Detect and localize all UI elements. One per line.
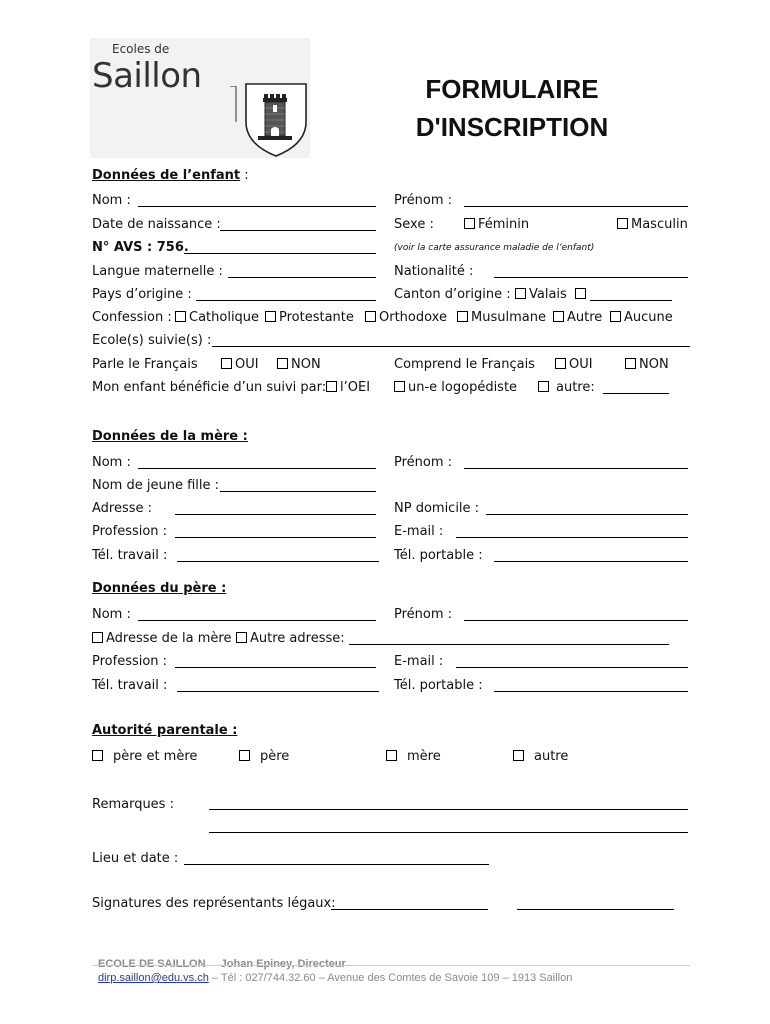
musulmane-label: Musulmane xyxy=(471,310,546,325)
aucune-checkbox[interactable] xyxy=(610,311,621,322)
valais-label: Valais xyxy=(529,287,567,302)
parle-oui-checkbox[interactable] xyxy=(221,358,232,369)
mother-jeune-fille-label: Nom de jeune fille : xyxy=(92,478,219,493)
aucune-label: Aucune xyxy=(624,310,673,325)
father-profession-label: Profession : xyxy=(92,654,168,669)
child-avs-field[interactable] xyxy=(184,253,376,254)
mother-profession-label: Profession : xyxy=(92,524,168,539)
confession-label: Confession : xyxy=(92,310,172,325)
autorite-mere-checkbox[interactable] xyxy=(386,750,397,761)
father-prenom-field[interactable] xyxy=(464,620,688,621)
father-tel-portable-field[interactable] xyxy=(494,691,688,692)
mother-prenom-label: Prénom : xyxy=(394,455,453,470)
school-logo xyxy=(90,38,310,158)
mother-tel-portable-label: Tél. portable : xyxy=(394,548,483,563)
masculin-checkbox[interactable] xyxy=(617,218,628,229)
father-nom-label: Nom : xyxy=(92,607,131,622)
oei-option[interactable] xyxy=(326,380,370,396)
mother-adresse-label: Adresse : xyxy=(92,501,153,516)
father-autre-adresse-option[interactable] xyxy=(236,631,345,647)
autorite-pere-option[interactable] xyxy=(239,749,289,765)
child-nom-field[interactable] xyxy=(138,206,376,207)
child-nationalite-field[interactable] xyxy=(494,277,688,278)
father-prenom-label: Prénom : xyxy=(394,607,453,622)
mother-np-label: NP domicile : xyxy=(394,501,480,516)
father-autre-adresse-checkbox[interactable] xyxy=(236,632,247,643)
mother-nom-label: Nom : xyxy=(92,455,131,470)
feminin-option[interactable] xyxy=(464,217,529,233)
parle-non-checkbox[interactable] xyxy=(277,358,288,369)
valais-checkbox[interactable] xyxy=(515,288,526,299)
comprend-oui-option[interactable] xyxy=(555,357,593,373)
footer-info-text: – Tél : 027/744.32.60 – Avenue des Comtes de Savoie 109 – 1913 Saillon xyxy=(208,972,573,984)
father-nom-field[interactable] xyxy=(138,620,376,621)
mother-nom-field[interactable] xyxy=(138,468,376,469)
musulmane-option[interactable] xyxy=(457,310,546,326)
child-avs-label: N° AVS : 756. xyxy=(92,240,189,255)
lieu-date-label: Lieu et date : xyxy=(92,851,179,866)
logopediste-checkbox[interactable] xyxy=(394,381,405,392)
ecoles-field[interactable] xyxy=(212,346,690,347)
lieu-date-field[interactable] xyxy=(184,864,489,865)
musulmane-checkbox[interactable] xyxy=(457,311,468,322)
logo-subtitle: Ecoles de xyxy=(112,42,170,56)
remarques-field-line1[interactable] xyxy=(209,809,688,810)
mother-adresse-field[interactable] xyxy=(175,514,376,515)
autre-suivi-checkbox[interactable] xyxy=(538,381,549,392)
autorite-pere-mere-checkbox[interactable] xyxy=(92,750,103,761)
father-section-title: Données du père : xyxy=(92,581,227,596)
father-adresse-mere-label: Adresse de la mère xyxy=(106,631,232,646)
avs-note: (voir la carte assurance maladie de l’enfant) xyxy=(394,243,595,253)
mother-section-title: Données de la mère : xyxy=(92,429,248,444)
child-prenom-field[interactable] xyxy=(464,206,688,207)
autorite-autre-label: autre xyxy=(534,749,569,764)
footer-email-link[interactable]: dirp.saillon@edu.vs.ch xyxy=(98,972,209,984)
child-pays-label: Pays d’origine : xyxy=(92,287,192,302)
form-title-line1: FORMULAIRE xyxy=(425,74,599,104)
autorite-section-title: Autorité parentale : xyxy=(92,723,238,738)
footer-contact xyxy=(98,972,572,984)
catholique-label: Catholique xyxy=(189,310,260,325)
child-pays-field[interactable] xyxy=(196,300,376,301)
autre-suivi-label: autre: xyxy=(556,380,595,395)
child-langue-label: Langue maternelle : xyxy=(92,264,223,279)
father-tel-travail-label: Tél. travail : xyxy=(92,678,168,693)
father-tel-travail-field[interactable] xyxy=(177,691,379,692)
autorite-pere-label: père xyxy=(260,749,290,764)
orthodoxe-option[interactable] xyxy=(365,310,447,326)
ecoles-label: Ecole(s) suivie(s) : xyxy=(92,333,212,348)
canton-other-checkbox[interactable] xyxy=(575,288,586,299)
aucune-option[interactable] xyxy=(610,310,673,326)
orthodoxe-checkbox[interactable] xyxy=(365,311,376,322)
autorite-mere-option[interactable] xyxy=(386,749,441,765)
autre-confession-option[interactable] xyxy=(553,310,602,326)
signatures-label: Signatures des représentants légaux: xyxy=(92,896,336,911)
comprend-non-option[interactable] xyxy=(625,357,669,373)
valais-option[interactable] xyxy=(515,287,567,303)
child-sexe-label: Sexe : xyxy=(394,217,434,232)
child-nom-label: Nom : xyxy=(92,193,131,208)
father-adresse-mere-option[interactable] xyxy=(92,631,231,647)
parle-label: Parle le Français xyxy=(92,357,198,372)
autorite-pere-mere-label: père et mère xyxy=(113,749,198,764)
feminin-checkbox[interactable] xyxy=(464,218,475,229)
oei-checkbox[interactable] xyxy=(326,381,337,392)
father-email-field[interactable] xyxy=(456,667,688,668)
orthodoxe-label: Orthodoxe xyxy=(379,310,447,325)
autorite-pere-mere-option[interactable] xyxy=(92,749,197,765)
child-section-colon: : xyxy=(240,168,249,183)
father-autre-adresse-field[interactable] xyxy=(349,644,669,645)
mother-email-field[interactable] xyxy=(456,537,688,538)
footer-title xyxy=(98,952,346,971)
autorite-autre-checkbox[interactable] xyxy=(513,750,524,761)
protestante-checkbox[interactable] xyxy=(265,311,276,322)
autorite-mere-label: mère xyxy=(407,749,441,764)
comprend-oui-checkbox[interactable] xyxy=(555,358,566,369)
footer-director: Johan Epiney, Directeur xyxy=(220,958,346,970)
father-adresse-mere-checkbox[interactable] xyxy=(92,632,103,643)
child-section-header xyxy=(92,168,249,184)
comprend-oui-label: OUI xyxy=(569,357,593,372)
child-birthdate-label: Date de naissance : xyxy=(92,217,221,232)
protestante-option[interactable] xyxy=(265,310,354,326)
canton-other-field[interactable] xyxy=(590,300,672,301)
father-autre-adresse-label: Autre adresse: xyxy=(250,631,345,646)
feminin-label: Féminin xyxy=(478,217,530,232)
catholique-checkbox[interactable] xyxy=(175,311,186,322)
footer-divider xyxy=(92,965,690,966)
oei-label: l’OEI xyxy=(340,380,371,395)
autre-confession-label: Autre xyxy=(567,310,603,325)
mother-np-field[interactable] xyxy=(486,514,688,515)
tower-shield-icon xyxy=(242,82,310,158)
mother-prenom-field[interactable] xyxy=(464,468,688,469)
autorite-pere-checkbox[interactable] xyxy=(239,750,250,761)
logopediste-label: un-e logopédiste xyxy=(408,380,518,395)
parle-oui-option[interactable] xyxy=(221,357,259,373)
protestante-label: Protestante xyxy=(279,310,354,325)
child-birthdate-field[interactable] xyxy=(220,230,376,231)
mother-tel-travail-label: Tél. travail : xyxy=(92,548,168,563)
father-profession-field[interactable] xyxy=(175,667,376,668)
logo-title: Saillon xyxy=(92,56,202,96)
parle-oui-label: OUI xyxy=(235,357,259,372)
autre-confession-checkbox[interactable] xyxy=(553,311,564,322)
child-langue-field[interactable] xyxy=(228,277,376,278)
father-tel-portable-label: Tél. portable : xyxy=(394,678,483,693)
autre-suivi-option[interactable] xyxy=(538,380,595,396)
autre-suivi-field[interactable] xyxy=(603,393,669,394)
catholique-option[interactable] xyxy=(175,310,259,326)
mother-jeune-fille-field[interactable] xyxy=(220,491,376,492)
child-nationalite-label: Nationalité : xyxy=(394,264,474,279)
signature-field-1[interactable] xyxy=(331,909,488,910)
comprend-non-checkbox[interactable] xyxy=(625,358,636,369)
remarques-field-line2[interactable] xyxy=(209,832,688,833)
footer-school: ECOLE DE SAILLON xyxy=(98,958,206,970)
parle-non-label: NON xyxy=(291,357,321,372)
comprend-non-label: NON xyxy=(639,357,669,372)
parle-non-option[interactable] xyxy=(277,357,321,373)
father-email-label: E-mail : xyxy=(394,654,444,669)
logopediste-option[interactable] xyxy=(394,380,517,396)
child-section-title: Données de l’enfant xyxy=(92,168,241,183)
masculin-label: Masculin xyxy=(631,217,688,232)
child-prenom-label: Prénom : xyxy=(394,193,453,208)
suivi-label: Mon enfant bénéficie d’un suivi par: xyxy=(92,380,327,395)
logo-bracket xyxy=(230,86,240,126)
mother-tel-travail-field[interactable] xyxy=(177,561,379,562)
form-title-line2: D'INSCRIPTION xyxy=(415,112,609,142)
mother-tel-portable-field[interactable] xyxy=(494,561,688,562)
child-canton-label: Canton d’origine : xyxy=(394,287,511,302)
canton-other-option[interactable] xyxy=(575,287,589,303)
mother-profession-field[interactable] xyxy=(175,537,376,538)
mother-email-label: E-mail : xyxy=(394,524,444,539)
remarques-label: Remarques : xyxy=(92,797,174,812)
autorite-autre-option[interactable] xyxy=(513,749,568,765)
comprend-label: Comprend le Français xyxy=(394,357,535,372)
masculin-option[interactable] xyxy=(617,217,688,233)
signature-field-2[interactable] xyxy=(517,909,674,910)
